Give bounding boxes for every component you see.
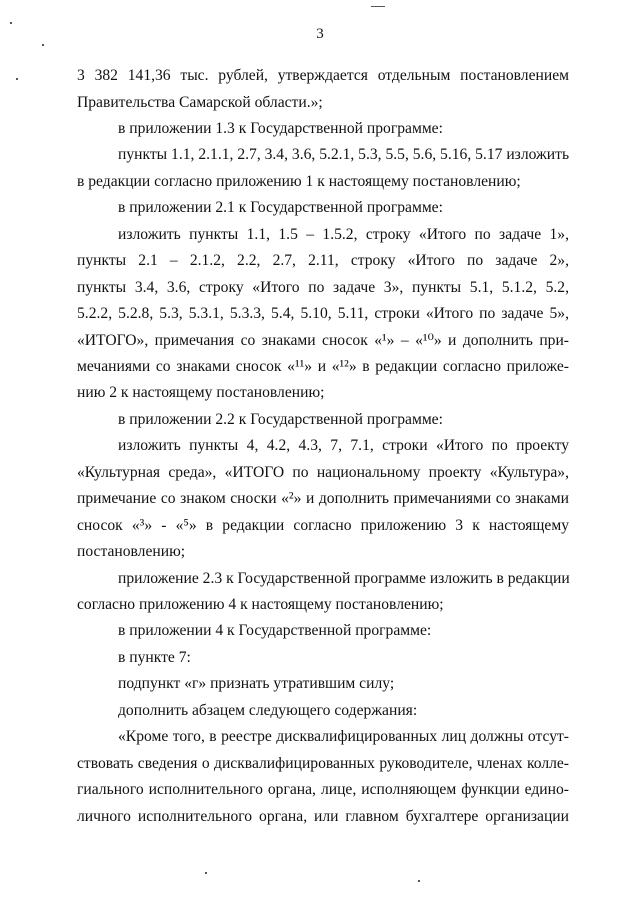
- text-line: личного исполнительного органа, или главном бухгалтере организации: [77, 807, 569, 825]
- text-line: 3 382 141,36 тыс. рублей, утверждается отдельным постановлением: [77, 67, 569, 84]
- text-line: дополнить абзацем следующего содержания:: [118, 701, 418, 719]
- text-line: примечание со знаком сноски «²» и дополнить примечаниями со знаками: [77, 490, 569, 508]
- text-line: постановлению;: [77, 543, 186, 561]
- text-line: 5.2.2, 5.2.8, 5.3, 5.3.1, 5.3.3, 5.4, 5.10, 5.11, строки «Итого по задаче 5»,: [77, 305, 569, 322]
- text-line: в приложении 2.2 к Государственной программе:: [118, 410, 443, 428]
- text-line: в приложении 4 к Государственной программе:: [118, 622, 432, 640]
- text-line: изложить пункты 1.1, 1.5 – 1.5.2, строку «Итого по задаче 1»,: [118, 225, 569, 243]
- scan-speck: [42, 44, 44, 46]
- text-line: подпункт «г» признать утратившим силу;: [118, 675, 395, 693]
- text-line: сносок «³» - «⁵» в редакции согласно приложению 3 к настоящему: [77, 516, 569, 534]
- text-line: гиального исполнительного органа, лице, исполняющем функции едино-: [77, 781, 569, 799]
- text-line: в приложении 1.3 к Государственной программе:: [118, 119, 443, 137]
- text-line: в редакции согласно приложению 1 к настоящему постановлению;: [77, 172, 521, 190]
- text-line: нию 2 к настоящему постановлению;: [77, 384, 325, 402]
- text-line: пункты 1.1, 2.1.1, 2.7, 3.4, 3.6, 5.2.1, 5.3, 5.5, 5.6, 5.16, 5.17 изложить: [118, 146, 570, 164]
- scan-speck: [205, 872, 207, 874]
- scan-speck: [371, 6, 385, 7]
- text-line: мечаниями со знаками сносок «¹¹» и «¹²» в редакции согласно приложе-: [77, 357, 569, 375]
- text-line: согласно приложению 4 к настоящему постановлению;: [77, 596, 444, 613]
- text-line: Правительства Самарской области.»;: [77, 93, 323, 111]
- text-line: пункты 2.1 – 2.1.2, 2.2, 2.7, 2.11, строку «Итого по задаче 2»,: [77, 252, 569, 270]
- scan-speck: [10, 22, 12, 24]
- text-line: ствовать сведения о дисквалифицированных руководителе, членах колле-: [77, 754, 569, 772]
- page-number: 3: [316, 26, 324, 42]
- text-line: изложить пункты 4, 4.2, 4.3, 7, 7.1, строки «Итого по проекту: [118, 437, 569, 455]
- text-line: «Культурная среда», «ИТОГО по национальному проекту «Культура»,: [77, 463, 569, 481]
- text-line: в пункте 7:: [118, 648, 191, 666]
- text-line: приложение 2.3 к Государственной программе изложить в редакции: [118, 569, 570, 587]
- scan-speck: [418, 880, 420, 882]
- scan-speck: [16, 78, 18, 80]
- text-line: в приложении 2.1 к Государственной программе:: [118, 199, 443, 217]
- text-line: «ИТОГО», примечания со знаками сносок «¹» – «¹⁰» и дополнить при-: [77, 331, 569, 349]
- text-line: пункты 3.4, 3.6, строку «Итого по задаче 3», пункты 5.1, 5.1.2, 5.2,: [77, 278, 569, 296]
- text-line: «Кроме того, в реестре дисквалифицированных лиц должны отсут-: [118, 728, 569, 746]
